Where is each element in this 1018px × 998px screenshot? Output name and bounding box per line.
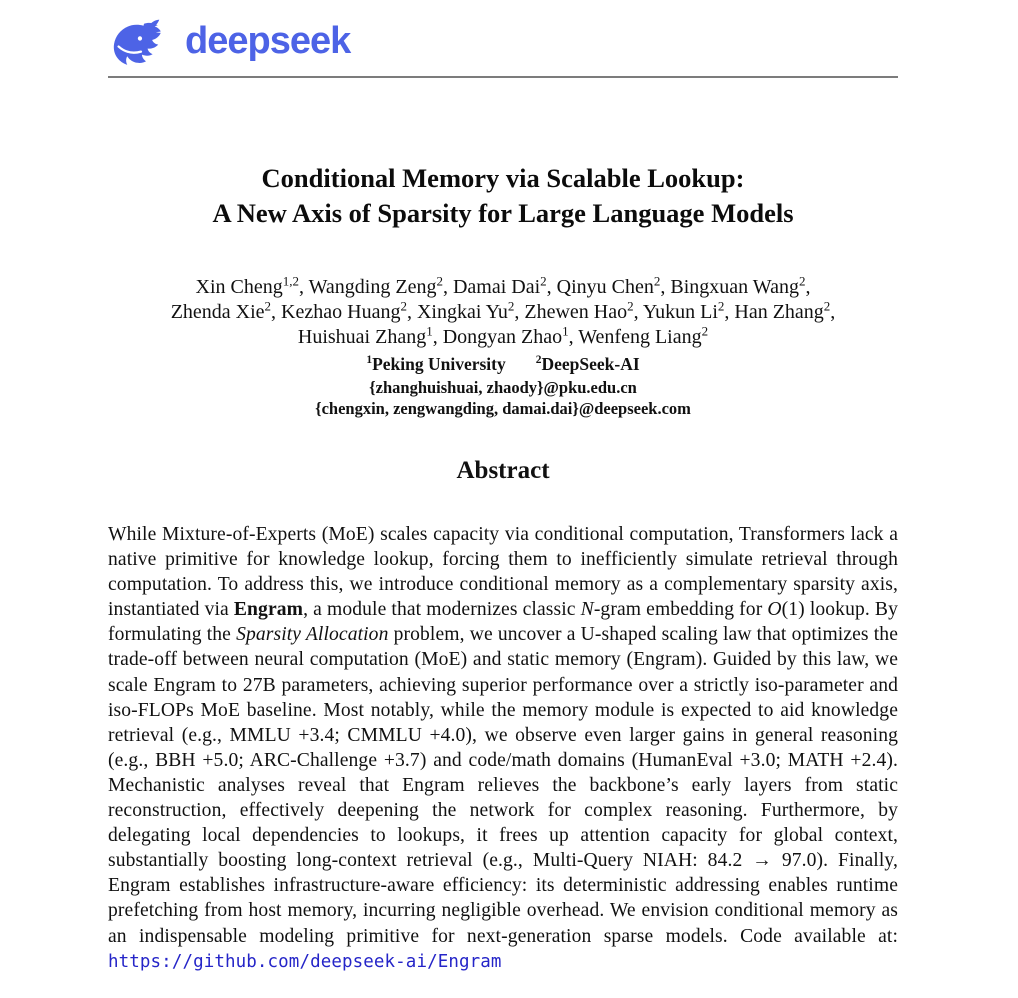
paper-title-line1: Conditional Memory via Scalable Lookup: [261,163,745,193]
abstract-segment: Engram [233,599,304,621]
abstract-segment: (1) lookup. By formulating the [108,599,898,646]
email-lines [108,378,898,419]
abstract-segment: Sparsity Allocation [236,624,389,646]
deepseek-whale-icon [110,17,176,69]
affiliation: $^1$Peking University [366,354,506,374]
author-line: Zhenda Xie$^2$, Kezhao Huang$^2$, Xingkai Yu$^2$, Zhewen Hao$^2$, Yukun Li$^2$, Han Zhang$^2$, [170,298,836,323]
abstract-segment: -gram embedding for [593,599,768,621]
affiliations [108,354,898,374]
abstract-segment: O [767,599,782,621]
affiliation: $^2$DeepSeek-AI [535,354,640,374]
author-line: Xin Cheng$^{1,2}$, Wangding Zeng$^2$, Damai Dai$^2$, Qinyu Chen$^2$, Bingxuan Wang$^2$, [195,273,811,298]
abstract-text [108,522,898,975]
paper-title [108,161,898,231]
abstract-segment: N [580,599,594,621]
github-link[interactable]: https://github.com/deepseek-ai/Engram [108,951,502,972]
paper-title-line2: A New Axis of Sparsity for Large Language Models [212,198,794,228]
deepseek-logo [110,0,898,70]
author-lines [108,275,898,350]
abstract-heading: Abstract [456,457,550,484]
abstract-segment: problem, we uncover a U-shaped scaling law that optimizes the trade-off between neural computation (MoE) and static memory (Engram). Guided by this law, we scale Engram to 27B parameters, achieving superior performance over a strictly iso-parameter and iso-FLOPs MoE baseline. Most notably, while the memory module is expected to aid knowledge retrieval (e.g., MMLU +3.4; CMMLU +4.0), we observe even larger gains in general reasoning (e.g., BBH +5.0; ARC-Challenge +3.7) and code/math domains (HumanEval +3.0; MATH +2.4). Mechanistic analyses reveal that Engram relieves the backbone’s early layers from static reconstruction, effectively deepening the network for complex reasoning. Furthermore, by delegating local dependencies to lookups, it frees up attention capacity for global context, substantially boosting long-context retrieval (e.g., Multi-Query NIAH: 84.2 → 97.0). Finally, Engram establishes infrastructure-aware efficiency: its deterministic addressing enables runtime prefetching from host memory, incurring negligible overhead. We envision conditional memory as an indispensable modeling primitive for next-generation sparse models. Code available at: [108,624,898,947]
email-line: {chengxin, zengwangding, damai.dai}@deepseek.com [315,398,691,418]
email-line: {zhanghuishuai, zhaody}@pku.edu.cn [369,378,637,397]
author-line: Huishuai Zhang$^1$, Dongyan Zhao$^1$, Wenfeng Liang$^2$ [297,323,709,348]
abstract-segment: While Mixture-of-Experts (MoE) scales capacity via conditional computation, Transformers lack a native primitive for knowledge lookup, forcing them to inefficiently simulate retrieval through computation. To address this, we introduce conditional memory as a complementary sparsity axis, instantiated via [108,524,898,621]
abstract-segment: , a module that modernizes classic [303,599,581,621]
deepseek-wordmark: deepseek [185,20,351,62]
header-divider [108,76,898,78]
